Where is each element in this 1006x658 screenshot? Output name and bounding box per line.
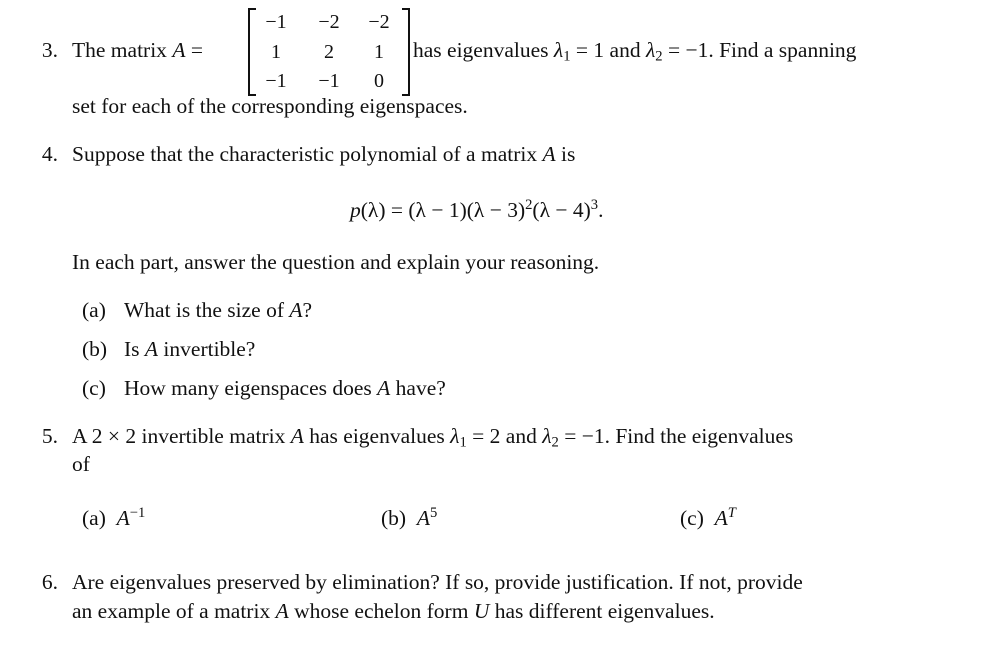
characteristic-polynomial: $p(\lambda) = (\lambda - 1)(\lambda - 3)^2(\lambda - 4)^3$.	[350, 196, 604, 222]
problem-3-line2: set for each of the corresponding eigenspaces.	[72, 94, 468, 118]
matrix-cell: −1	[265, 11, 287, 33]
part-text: How many eigenspaces does A have?	[124, 376, 446, 400]
matrix-cell: 1	[374, 41, 384, 63]
problem-5-part-c: (c) $A^T$	[680, 504, 736, 530]
part-label: (c)	[82, 376, 106, 400]
problem-number: 4.	[41, 142, 58, 166]
part-text: What is the size of A?	[124, 298, 313, 322]
matrix-cell: −2	[318, 11, 340, 33]
part-text: Is A invertible?	[124, 337, 256, 361]
problem-6-line2: an example of a matrix A whose echelon form U has different eigenvalues.	[72, 599, 715, 623]
problem-5-line2: of	[72, 452, 90, 476]
problem-5-part-b: (b) $A^5$	[381, 504, 438, 530]
problem-4-line1: Suppose that the characteristic polynomial of a matrix A is	[72, 142, 576, 166]
matrix-cell: 1	[271, 41, 281, 63]
matrix-cell: 0	[374, 70, 384, 92]
problem-number: 3.	[41, 38, 58, 62]
problem-3-eigenvalues: has eigenvalues $\lambda_1 = 1$ and $\lambda_2 = -1$. Find a spanning	[413, 38, 857, 65]
problem-4-instruction: In each part, answer the question and explain your reasoning.	[72, 250, 600, 274]
matrix-cell: −2	[368, 11, 390, 33]
matrix-A	[248, 6, 410, 94]
problem-number: 5.	[41, 424, 58, 448]
part-label: (a)	[82, 298, 106, 322]
problem-5-part-a: (a) $A^{-1}$	[82, 504, 146, 530]
part-label: (b)	[82, 337, 108, 361]
matrix-cell: −1	[265, 70, 287, 92]
problem-5-line1: A 2 × 2 invertible matrix A has eigenvalues $\lambda_1 = 2$ and $\lambda_2 = -1$. Find the eigenvalues	[72, 424, 794, 451]
problem-number: 6.	[41, 570, 58, 594]
problem-6-line1: Are eigenvalues preserved by elimination? If so, provide justification. If not, provide	[72, 570, 803, 594]
right-bracket	[402, 8, 410, 96]
problem-3-intro: The matrix A =	[72, 38, 203, 62]
matrix-cell: −1	[318, 70, 340, 92]
matrix-cell: 2	[324, 41, 334, 63]
